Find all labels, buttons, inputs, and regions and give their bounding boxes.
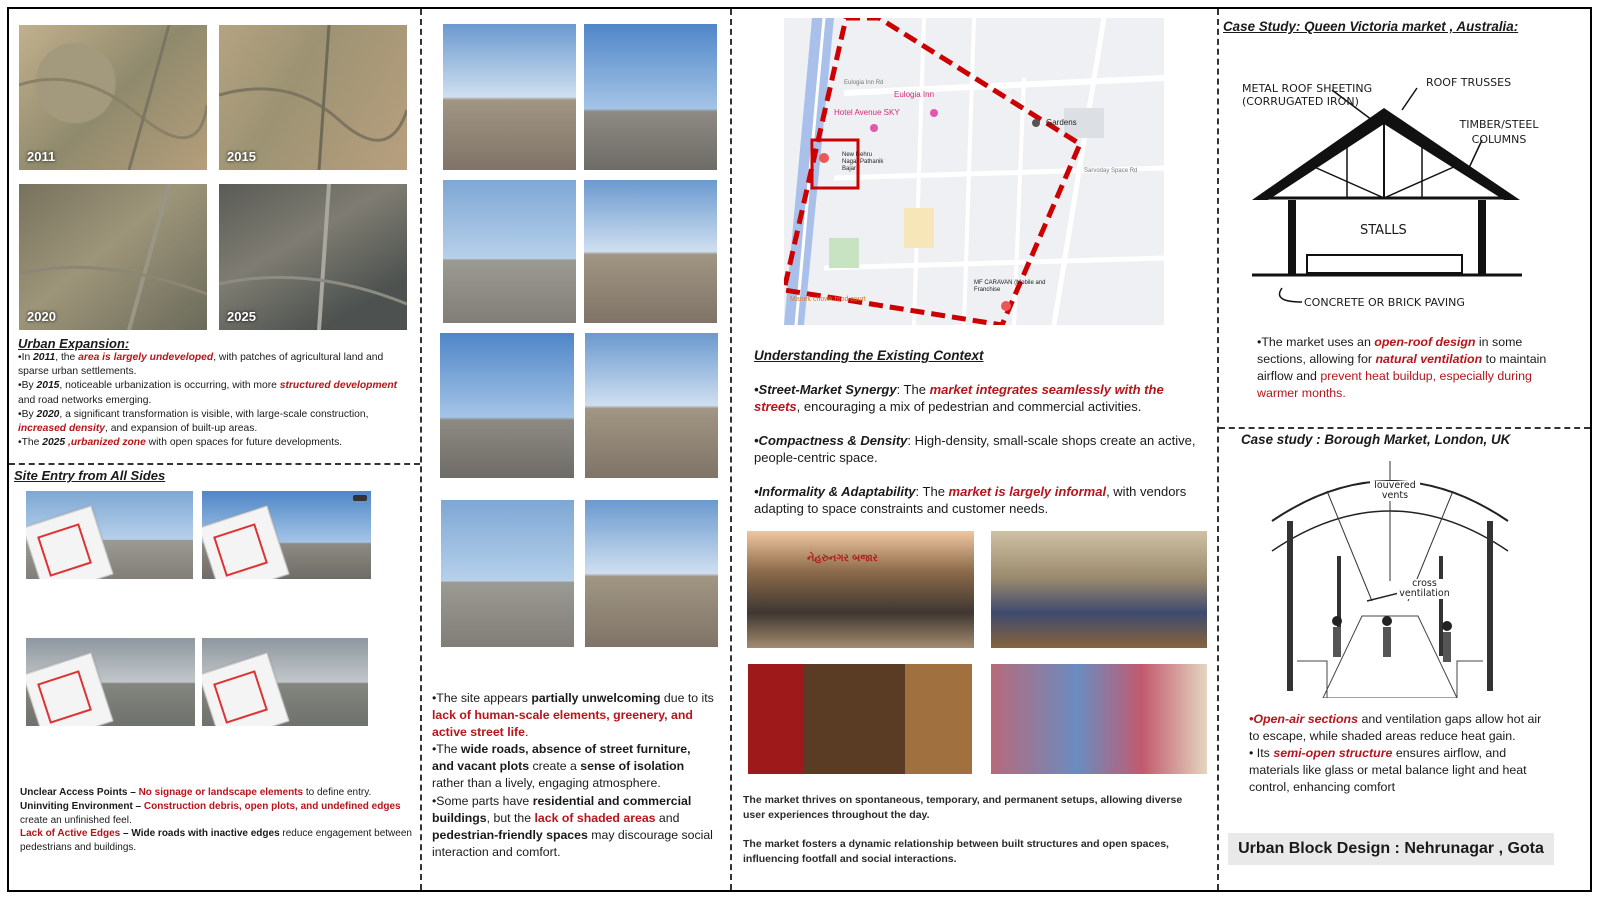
section-divider (1219, 427, 1590, 429)
case-study-1-text: •The market uses an open-roof design in some sections, allowing for natural ventilation to maintain airflow and prevent heat buildup, especially during warmer months. (1257, 335, 1547, 400)
map-label: Eulogia Inn (894, 90, 935, 99)
site-entry-notes: Unclear Access Points – No signage or landscape elements to define entry. Uninviting Environment – Construction debris, open plots, and undefined edges create an unfinished feel. Lack of Active Edges – Wide roads with inactive edges reduce engagement between pedestrians and buildings. (20, 787, 412, 854)
map-label: New Nehru Nagar Pathanik Bajar (842, 152, 884, 172)
location-minimap (26, 653, 113, 726)
location-minimap (26, 506, 113, 579)
borough-market-sketch (1267, 461, 1513, 698)
site-entry-photo-1 (26, 491, 193, 579)
year-label: 2015 (227, 149, 256, 164)
site-entry-photo-2 (202, 491, 371, 579)
market-photo-entrance (747, 531, 974, 648)
case-study-2-title: Case study : Borough Market, London, UK (1241, 432, 1511, 447)
satellite-image-2011 (19, 25, 207, 170)
label-louvered-vents: louvered vents (1370, 481, 1420, 501)
column-divider (1217, 9, 1219, 890)
location-minimap (202, 506, 289, 579)
site-photo-empty-road (441, 500, 574, 647)
label-cross-ventilation: cross ventilation (1397, 579, 1452, 599)
column-divider (420, 9, 422, 890)
urban-expansion-text: •In 2011, the area is largely undeveloped, with patches of agricultural land and sparse urban settlements. •By 2015, noticeable urbanization is occurring, with more structured development and road networks emerging. •By 2020, a significant transformation is visible, with large-scale construction, increased density, and expansion of built-up areas. •The 2025 ,urbanized zone with open spaces for future developments. (18, 352, 398, 449)
market-photo-garments (991, 664, 1207, 774)
site-entry-photo-4 (202, 638, 368, 726)
year-label: 2011 (27, 149, 56, 164)
column-divider (730, 9, 732, 890)
market-note-2: The market fosters a dynamic relationship between built structures and open spaces, influencing footfall and social interactions. (743, 838, 1169, 865)
map-label: Gardens (1046, 118, 1077, 127)
site-photo-crosswalk (443, 180, 576, 323)
year-label: 2025 (227, 309, 256, 324)
market-sign: નેહરુનગર બજાર (807, 553, 878, 564)
urban-expansion-section (18, 336, 414, 450)
site-photo-wall-road (585, 333, 718, 478)
label-metal-roof: METAL ROOF SHEETING (CORRUGATED IRON) (1242, 82, 1373, 108)
context-points: •Street-Market Synergy: The market integrates seamlessly with the streets, encouraging a mix of pedestrian and commercial activities. •Compactness & Density: High-density, small-scale shops create an active, people-centric space. •Informality & Adaptability: The market is largely informal, with vendors adapting to space constraints and customer needs. (754, 382, 1196, 516)
label-stalls: STALLS (1360, 223, 1407, 238)
section-divider (9, 463, 420, 465)
case-study-2-text: •Open-air sections and ventilation gaps allow hot air to escape, while shaded areas reduce heat gain. • Its semi-open structure ensures airflow, and materials like glass or metal balance light and heat control, enhancing comfort (1249, 712, 1542, 794)
urban-expansion-heading: Urban Expansion: (18, 336, 130, 351)
footer-title: Urban Block Design : Nehrunagar , Gota (1228, 833, 1554, 865)
market-shed-sketch (1232, 70, 1552, 315)
case-study-1-title: Case Study: Queen Victoria market , Australia: (1223, 19, 1519, 34)
site-observations: •The site appears partially unwelcoming due to its lack of human-scale elements, greenery, and active street life. •The wide roads, absence of street furniture, and vacant plots create a sense of isolation rather than a lively, engaging atmosphere. •Some parts have residential and commercial buildings, but the lack of shaded areas and pedestrian-friendly spaces may discourage social interaction and comfort. (432, 691, 714, 859)
site-photo-buildings (443, 24, 576, 170)
label-roof-trusses: ROOF TRUSSES (1426, 76, 1512, 89)
satellite-image-2015 (219, 25, 407, 170)
label-columns: TIMBER/STEEL COLUMNS (1459, 118, 1539, 146)
satellite-image-2025 (219, 184, 407, 330)
site-map (784, 18, 1164, 325)
site-photo-tree (440, 333, 574, 478)
site-photo-road-pole (584, 24, 717, 170)
site-photo-open-plot (584, 180, 717, 323)
market-photo-stalls (991, 531, 1207, 648)
label-paving: CONCRETE OR BRICK PAVING (1304, 296, 1465, 309)
map-label: MF CARAVAN (Mobile and Franchise (974, 280, 1046, 293)
site-photo-vacant-land (585, 500, 718, 647)
map-label: Manek chowk food court (790, 296, 866, 303)
context-heading: Understanding the Existing Context (754, 348, 984, 363)
map-street-label: Sarvoday Space Rd (1084, 168, 1138, 174)
corner-badge (353, 495, 367, 501)
location-minimap (202, 653, 289, 726)
satellite-image-2020 (19, 184, 207, 330)
map-street-label: Eulogia Inn Rd (844, 80, 884, 86)
map-label: Hotel Avenue SKY (834, 108, 900, 117)
site-entry-photo-3 (26, 638, 195, 726)
site-entry-heading: Site Entry from All Sides (14, 468, 166, 483)
market-note-1: The market thrives on spontaneous, temporary, and permanent setups, allowing diverse user experiences throughout the day. (743, 794, 1183, 821)
year-label: 2020 (27, 309, 56, 324)
market-photo-shop (748, 664, 972, 774)
